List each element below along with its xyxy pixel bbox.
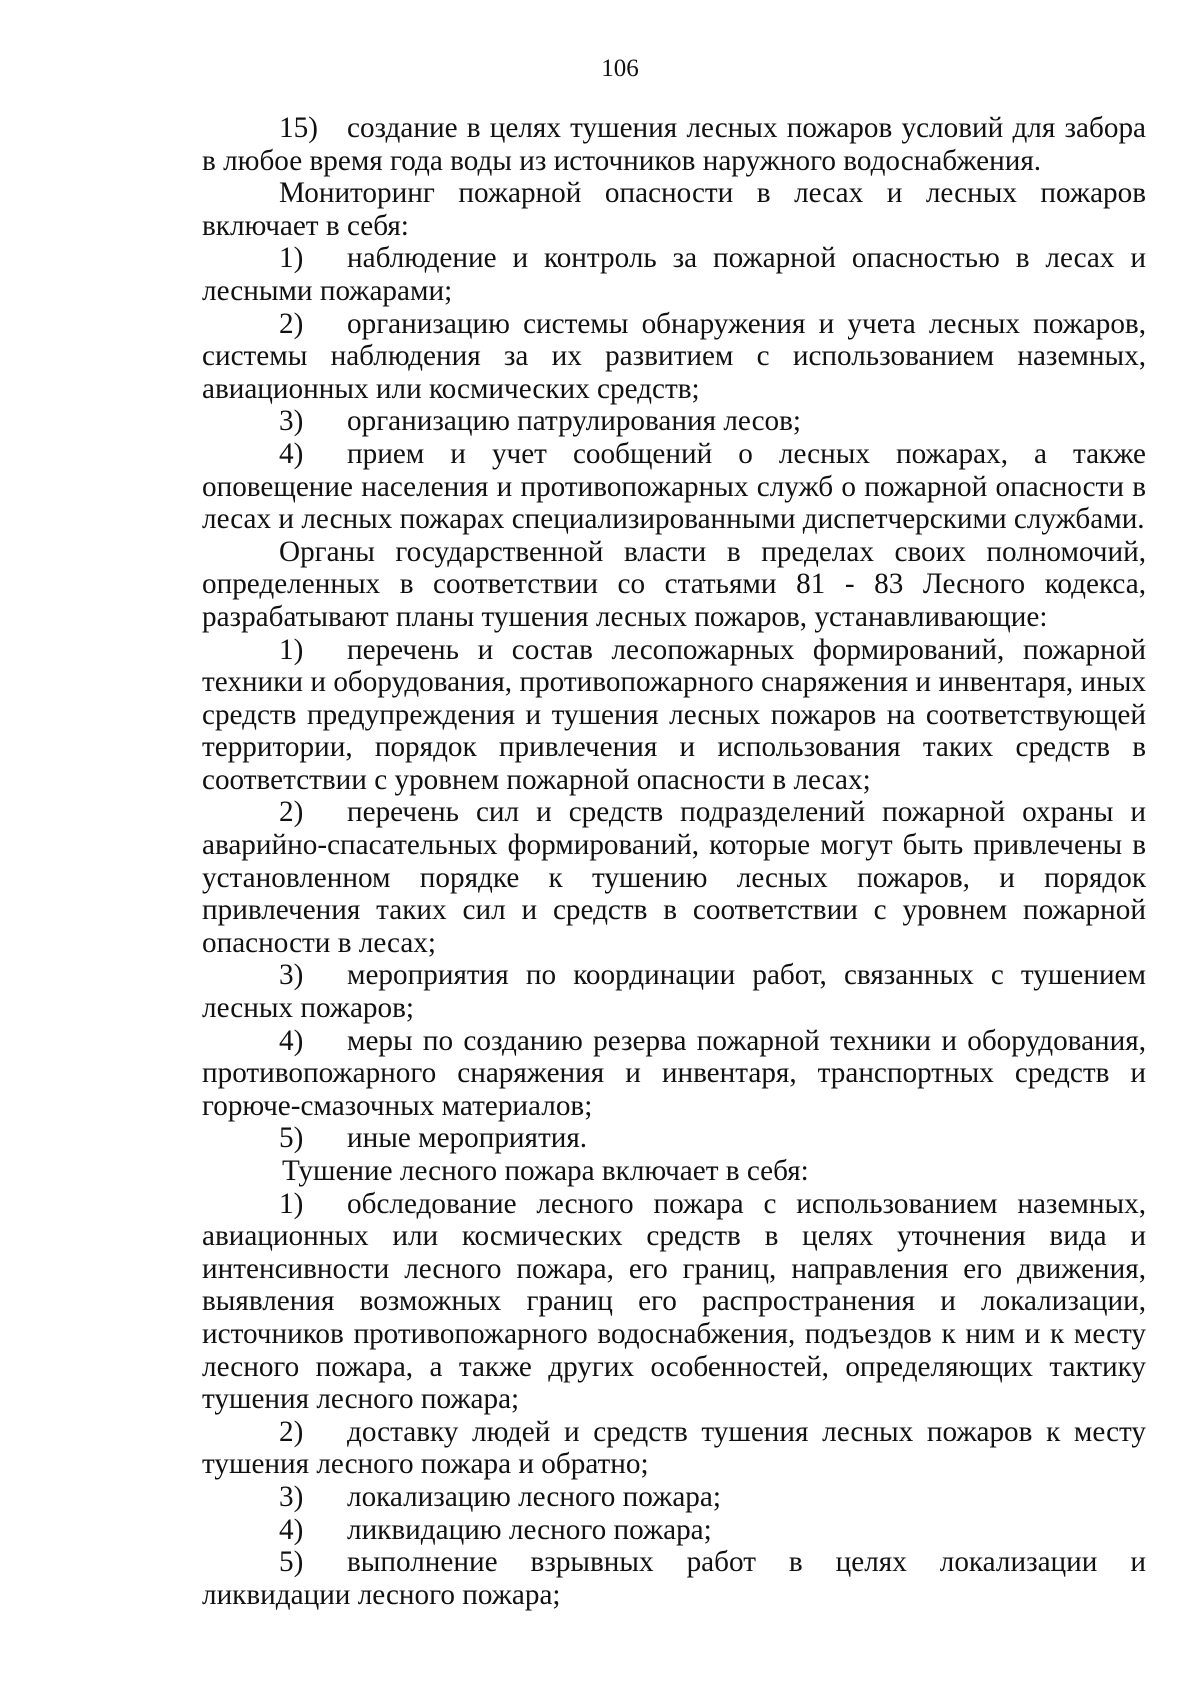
page-number: 106 (601, 55, 639, 82)
list-item (202, 112, 1146, 177)
list-item (202, 1514, 1146, 1547)
item-number: 15) (279, 112, 318, 144)
item-text: ликвидацию лесного пожара; (347, 1513, 712, 1546)
list-item (202, 634, 1146, 797)
document-body (202, 112, 1146, 1611)
item-text: организацию патрулирования лесов; (347, 405, 802, 438)
list-item (202, 1416, 1146, 1481)
item-number: 1) (279, 242, 304, 275)
item-number: 4) (279, 1024, 304, 1057)
list-item (202, 796, 1146, 959)
item-number: 4) (279, 1513, 304, 1546)
item-number: 3) (279, 1480, 304, 1513)
list-item (202, 1546, 1146, 1611)
item-text: меры по созданию резерва пожарной техники и оборудования, противопожарного снаряжения и инвентаря, транспортных средств и горюче-смазочных материалов; (202, 1024, 1146, 1122)
paragraph-text: Тушение лесного пожара включает в себя: (282, 1155, 809, 1187)
item-number: 4) (279, 437, 304, 470)
item-text: доставку людей и средств тушения лесных пожаров к месту тушения лесного пожара и обратно; (202, 1415, 1146, 1481)
list-item (202, 959, 1146, 1024)
item-text: наблюдение и контроль за пожарной опасностью в лесах и лесными пожарами; (202, 242, 1146, 307)
item-text: перечень сил и средств подразделений пожарной охраны и аварийно-спасательных формирований, которые могут быть привлечены в установленном порядке к тушению лесных пожаров, и порядок привлечения таких сил и средств в соответствии с уровнем пожарной опасности в лесах; (202, 796, 1146, 959)
list-item (202, 1122, 1146, 1155)
list-item (202, 1025, 1146, 1123)
paragraph (202, 1155, 1146, 1188)
item-text: создание в целях тушения лесных пожаров условий для забора в любое время года воды из источников наружного водоснабжения. (202, 112, 1146, 177)
paragraph-text: Мониторинг пожарной опасности в лесах и лесных пожаров включает в себя: (202, 177, 1146, 242)
list-item (202, 242, 1146, 307)
item-text: мероприятия по координации работ, связанных с тушением лесных пожаров; (202, 959, 1146, 1025)
list-item (202, 405, 1146, 438)
item-text: перечень и состав лесопожарных формирований, пожарной техники и оборудования, противопожарного снаряжения и инвентаря, иных средств предупреждения и тушения лесных пожаров на соответствующей территории, порядок привлечения и использования таких средств в соответствии с уровнем пожарной опасности в лесах; (202, 633, 1146, 796)
item-text: организацию системы обнаружения и учета лесных пожаров, системы наблюдения за их развитием с использованием наземных, авиационных или космических средств; (202, 307, 1146, 405)
item-number: 3) (279, 405, 304, 438)
item-text: выполнение взрывных работ в целях локализации и ликвидации лесного пожара; (202, 1546, 1146, 1611)
item-number: 2) (279, 1415, 304, 1448)
paragraph (202, 177, 1146, 242)
item-number: 1) (279, 633, 304, 666)
paragraph (202, 536, 1146, 634)
item-number: 2) (279, 307, 304, 340)
item-number: 5) (279, 1122, 304, 1155)
item-number: 1) (279, 1187, 304, 1220)
list-item (202, 438, 1146, 536)
list-item (202, 308, 1146, 406)
list-item (202, 1188, 1146, 1416)
item-number: 2) (279, 796, 304, 829)
list-item (202, 1481, 1146, 1514)
item-number: 3) (279, 959, 304, 992)
item-number: 5) (279, 1546, 304, 1579)
item-text: прием и учет сообщений о лесных пожарах, а также оповещение населения и противопожарных служб о пожарной опасности в лесах и лесных пожарах специализированными диспетчерскими службами. (202, 437, 1146, 536)
item-text: иные мероприятия. (347, 1122, 588, 1155)
paragraph-text: Органы государственной власти в пределах своих полномочий, определенных в соответствии со статьями 81 - 83 Лесного кодекса, разрабатывают планы тушения лесных пожаров, устанавливающие: (202, 535, 1146, 633)
item-text: обследование лесного пожара с использованием наземных, авиационных или космических средств в целях уточнения вида и интенсивности лесного пожара, его границ, направления его движения, выявления возможных границ его распространения и локализации, источников противопожарного водоснабжения, подъездов к ним и к месту лесного пожара, а также других особенностей, определяющих тактику тушения лесного пожара; (202, 1187, 1146, 1416)
item-text: локализацию лесного пожара; (347, 1480, 721, 1513)
